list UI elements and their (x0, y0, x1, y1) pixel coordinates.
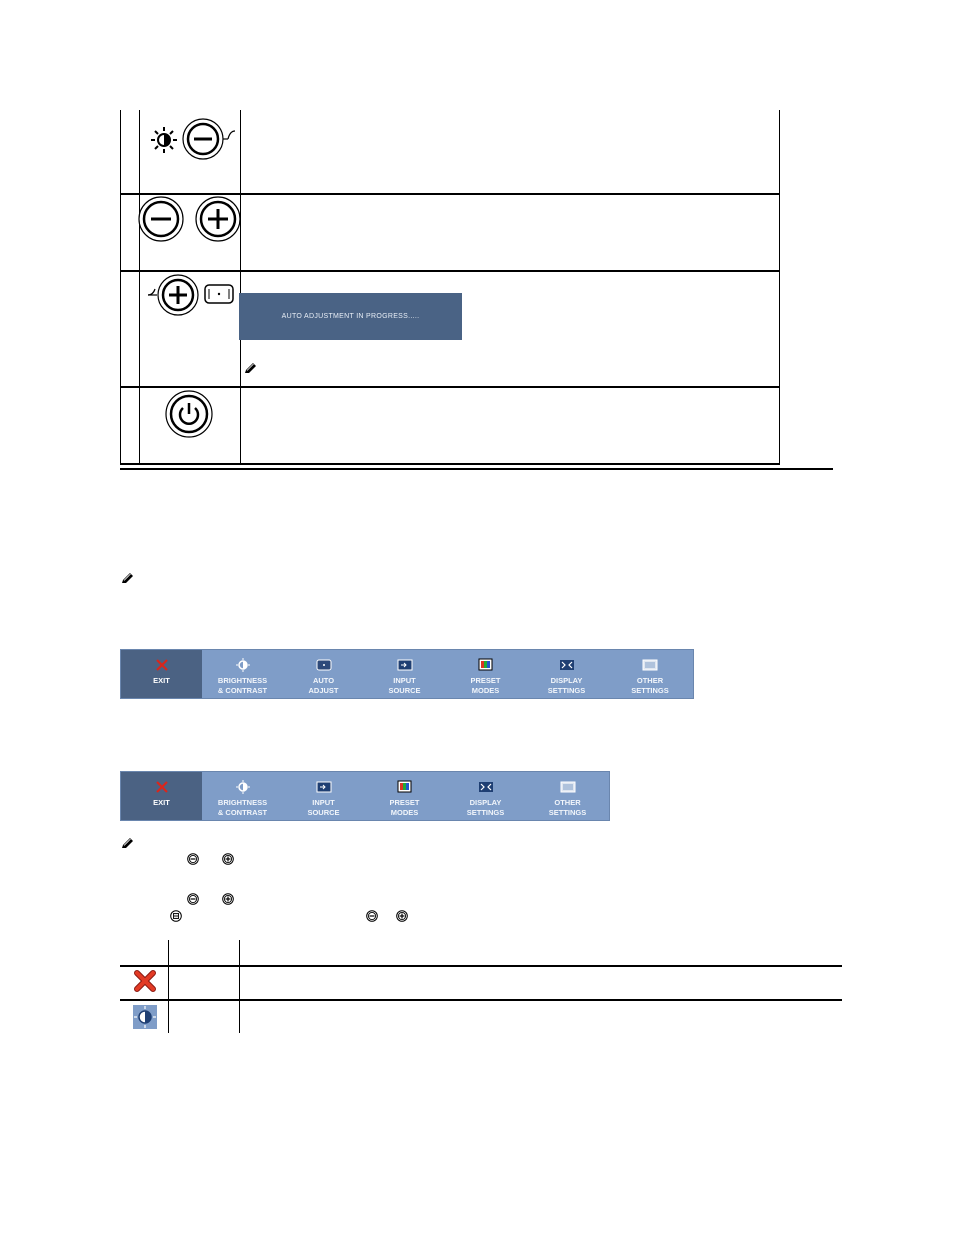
minus-button-icon (138, 196, 184, 242)
table-row-divider (121, 193, 779, 195)
osd-item-display-settings[interactable]: DISPLAY SETTINGS (445, 772, 526, 820)
table-row-divider (121, 270, 779, 272)
other-settings-icon (560, 780, 576, 794)
plus-button-icon (222, 853, 234, 865)
note-pencil-icon (120, 572, 134, 584)
menu-description-table (120, 940, 842, 1033)
plus-button-icon (195, 196, 241, 242)
plus-button-icon (222, 893, 234, 905)
osd-item-input-source[interactable]: INPUT SOURCE (283, 772, 364, 820)
display-settings-icon (559, 658, 575, 672)
table-divider (240, 110, 241, 463)
auto-adjust-icon (204, 284, 234, 304)
note-pencil-icon (243, 362, 257, 374)
table-divider (139, 110, 140, 463)
brightness-sun-icon (150, 126, 178, 154)
exit-x-icon (134, 970, 156, 992)
osd-item-exit[interactable]: EXIT (121, 772, 202, 820)
preset-modes-icon (478, 658, 494, 672)
osd-menu-bar-short (120, 771, 610, 821)
osd-item-other-settings[interactable]: OTHER SETTINGS (526, 772, 609, 820)
minus-button-icon (187, 853, 199, 865)
table-divider (239, 940, 240, 1033)
brightness-sun-icon (235, 780, 251, 794)
osd-item-display-settings[interactable]: DISPLAY SETTINGS (526, 650, 607, 698)
auto-adjust-message: AUTO ADJUSTMENT IN PROGRESS..... (239, 293, 462, 340)
osd-item-exit[interactable]: EXIT (121, 650, 202, 698)
minus-button-icon (187, 893, 199, 905)
input-source-icon (316, 780, 332, 794)
note-pencil-icon (120, 837, 134, 849)
osd-menu-bar (120, 649, 694, 699)
plus-button-icon (396, 910, 408, 922)
section-separator (120, 468, 833, 470)
input-source-icon (397, 658, 413, 672)
osd-item-preset-modes[interactable]: PRESET MODES (445, 650, 526, 698)
table-row-divider (120, 999, 842, 1001)
osd-item-input-source[interactable]: INPUT SOURCE (364, 650, 445, 698)
menu-button-icon (170, 910, 182, 922)
exit-x-icon (154, 780, 170, 794)
minus-button-icon (181, 117, 237, 161)
table-row-divider (120, 965, 842, 967)
plus-button-icon (146, 273, 202, 317)
osd-item-brightness-contrast[interactable]: BRIGHTNESS & CONTRAST (202, 650, 283, 698)
auto-adjust-icon (316, 658, 332, 672)
other-settings-icon (642, 658, 658, 672)
power-button-icon (165, 388, 213, 440)
osd-item-brightness-contrast[interactable]: BRIGHTNESS & CONTRAST (202, 772, 283, 820)
display-settings-icon (478, 780, 494, 794)
minus-button-icon (366, 910, 378, 922)
table-row-divider (121, 386, 779, 388)
table-divider (168, 940, 169, 1033)
osd-item-other-settings[interactable]: OTHER SETTINGS (607, 650, 693, 698)
osd-item-preset-modes[interactable]: PRESET MODES (364, 772, 445, 820)
osd-item-auto-adjust[interactable]: AUTO ADJUST (283, 650, 364, 698)
exit-x-icon (154, 658, 170, 672)
brightness-contrast-icon (133, 1005, 157, 1029)
preset-modes-icon (397, 780, 413, 794)
brightness-sun-icon (235, 658, 251, 672)
